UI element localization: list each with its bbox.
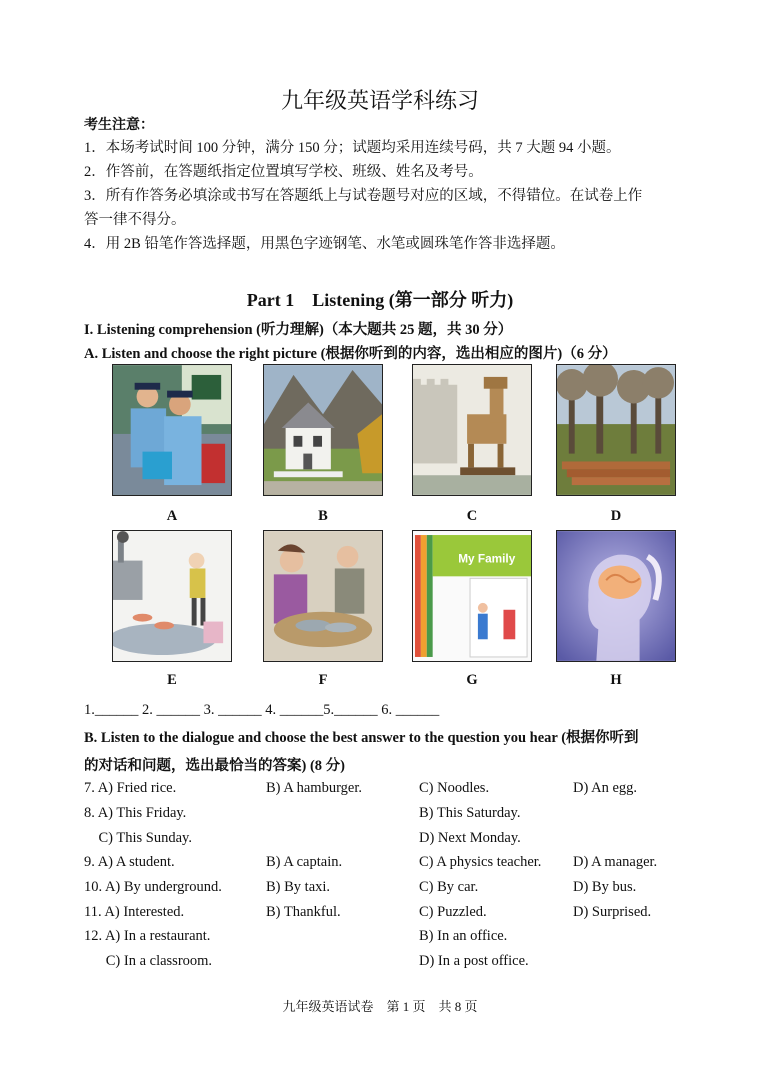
- note-line-2: 2．作答前，在答题纸指定位置填写学校、班级、姓名及考号。: [84, 164, 483, 180]
- option-c: C) Noodles.: [419, 780, 490, 796]
- picture-a-police: [112, 364, 232, 496]
- option-a: 12. A) In a restaurant.: [84, 928, 211, 944]
- picture-label-f: F: [318, 672, 328, 688]
- option-c: C) In a classroom.: [84, 953, 213, 969]
- option-d: D) By bus.: [573, 879, 637, 895]
- section-b-heading-cont: 的对话和问题，选出最恰当的答案) (8 分): [84, 758, 345, 774]
- answer-blanks: 1.______ 2. ______ 3. ______ 4. ______5.______ 6. ______: [84, 702, 440, 718]
- option-a: 10. A) By underground.: [84, 879, 222, 895]
- option-c: C) A physics teacher.: [419, 854, 542, 870]
- option-c: C) This Sunday.: [84, 830, 192, 846]
- picture-label-e: E: [167, 672, 177, 688]
- question-12-cont: [84, 953, 684, 973]
- option-d: D) A manager.: [573, 854, 658, 870]
- picture-b-house: [263, 364, 383, 496]
- section-a-heading: A. Listen and choose the right picture (根据你听到的内容，选出相应的图片)（6 分）: [84, 346, 617, 362]
- note-line-1: 1．本场考试时间 100 分钟，满分 150 分；试题均采用连续号码，共 7 大题 94 小题。: [84, 140, 621, 156]
- option-b: B) A captain.: [266, 854, 343, 870]
- question-11: [84, 904, 684, 924]
- option-b: B) In an office.: [419, 928, 508, 944]
- option-a: 7. A) Fried rice.: [84, 780, 177, 796]
- question-8-cont: [84, 830, 684, 850]
- picture-label-h: H: [610, 672, 622, 688]
- option-c: C) By car.: [419, 879, 479, 895]
- option-b: B) A hamburger.: [266, 780, 362, 796]
- option-a: 8. A) This Friday.: [84, 805, 187, 821]
- option-b: B) By taxi.: [266, 879, 331, 895]
- picture-label-d: D: [610, 508, 622, 524]
- picture-d-trees-logs: [556, 364, 676, 496]
- note-line-3a: 3．所有作答务必填涂或书写在答题纸上与试卷题号对应的区域，不得错位。在试卷上作: [84, 188, 643, 204]
- note-line-3b: 答一律不得分。: [84, 212, 186, 228]
- section-1-heading: I. Listening comprehension (听力理解)（本大题共 25 题，共 30 分）: [84, 322, 513, 338]
- page-title: 九年级英语学科练习: [280, 88, 479, 113]
- option-d: D) Surprised.: [573, 904, 652, 920]
- question-12: [84, 928, 684, 948]
- option-d: D) Next Monday.: [419, 830, 521, 846]
- picture-label-a: A: [166, 508, 178, 524]
- option-b: B) Thankful.: [266, 904, 341, 920]
- notes-heading: 考生注意：: [84, 118, 154, 133]
- picture-c-trojan-horse: [412, 364, 532, 496]
- picture-h-brain: [556, 530, 676, 662]
- option-d: D) In a post office.: [419, 953, 529, 969]
- page-footer: 九年级英语试卷 第 1 页 共 8 页: [282, 999, 478, 1014]
- picture-label-b: B: [318, 508, 328, 524]
- picture-label-c: C: [466, 508, 478, 524]
- option-a: 9. A) A student.: [84, 854, 175, 870]
- question-8: [84, 805, 684, 825]
- picture-label-g: G: [466, 672, 478, 688]
- note-line-4: 4．用 2B 铅笔作答选择题，用黑色字迹钢笔、水笔或圆珠笔作答非选择题。: [84, 236, 565, 252]
- picture-g-books: [412, 530, 532, 662]
- option-c: C) Puzzled.: [419, 904, 487, 920]
- option-d: D) An egg.: [573, 780, 638, 796]
- part-title: Part 1 Listening (第一部分 听力): [246, 290, 514, 310]
- question-9: [84, 854, 684, 874]
- option-a: 11. A) Interested.: [84, 904, 185, 920]
- question-7: [84, 780, 684, 800]
- picture-e-pollution-cartoon: [112, 530, 232, 662]
- question-10: [84, 879, 684, 899]
- section-b-heading: B. Listen to the dialogue and choose the best answer to the question you hear (根据你听到: [84, 730, 639, 746]
- option-b: B) This Saturday.: [419, 805, 521, 821]
- book-title-text: My Family: [458, 551, 516, 566]
- picture-f-market: [263, 530, 383, 662]
